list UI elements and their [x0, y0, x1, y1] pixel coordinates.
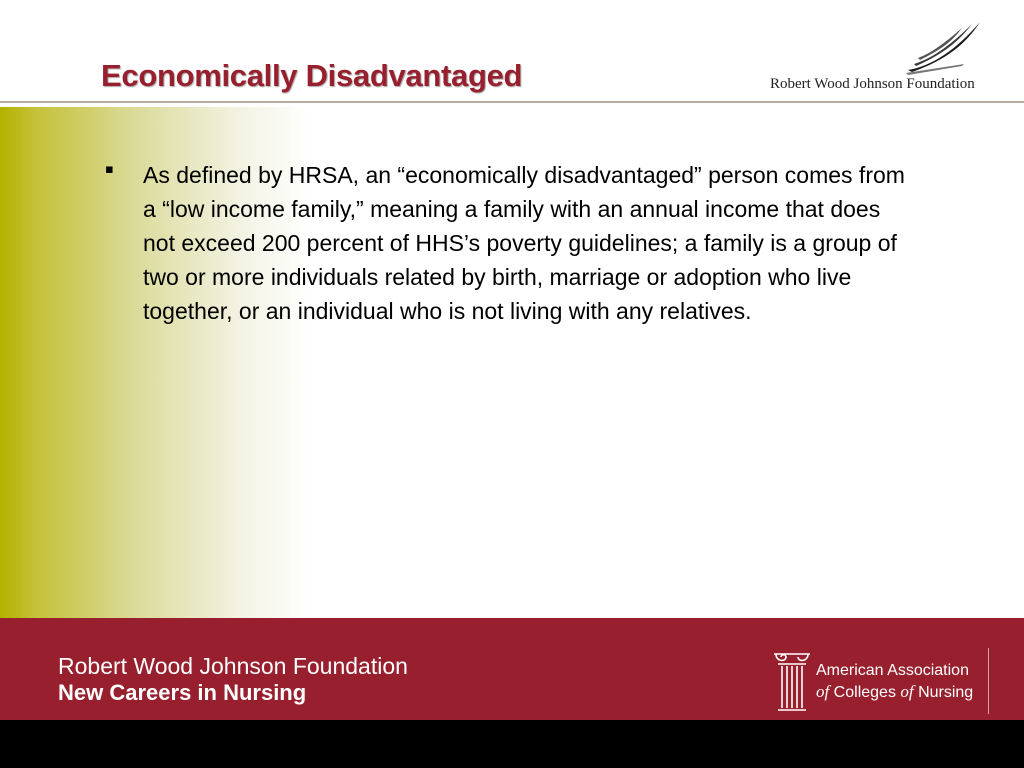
slide-title: Economically Disadvantaged — [101, 58, 523, 93]
aacn-name-line2 — [816, 682, 973, 703]
slide-content — [105, 158, 905, 328]
ionic-column-icon — [772, 648, 812, 714]
aacn-of-2: of — [900, 682, 914, 701]
aacn-divider — [988, 648, 989, 714]
bullet-text: As defined by HRSA, an “economically disadvantaged” person comes from a “low income family,” meaning a family with an annual income that does not exceed 200 percent of HHS’s poverty guidelines; a family is a group of two or more individuals related by birth, marriage or adoption who live together, or an individual who is not living with any relatives. — [143, 162, 905, 324]
header-divider — [0, 101, 1024, 103]
square-bullet-icon: ▪ — [105, 162, 114, 177]
footer-banner — [0, 618, 1024, 720]
aacn-nursing: Nursing — [913, 684, 974, 701]
feather-wing-icon — [904, 20, 984, 76]
aacn-of-1: of — [816, 682, 830, 701]
rwjf-header-logo-text: Robert Wood Johnson Foundation — [770, 76, 975, 92]
bullet-item — [105, 158, 905, 328]
aacn-colleges: Colleges — [829, 684, 901, 701]
footer-organization: Robert Wood Johnson Foundation — [58, 653, 408, 679]
bottom-black-band — [0, 720, 1024, 768]
rwjf-header-logo — [770, 20, 985, 98]
aacn-logo — [772, 648, 994, 714]
aacn-name-line1: American Association — [816, 662, 969, 679]
footer-program-name: New Careers in Nursing — [58, 680, 307, 705]
